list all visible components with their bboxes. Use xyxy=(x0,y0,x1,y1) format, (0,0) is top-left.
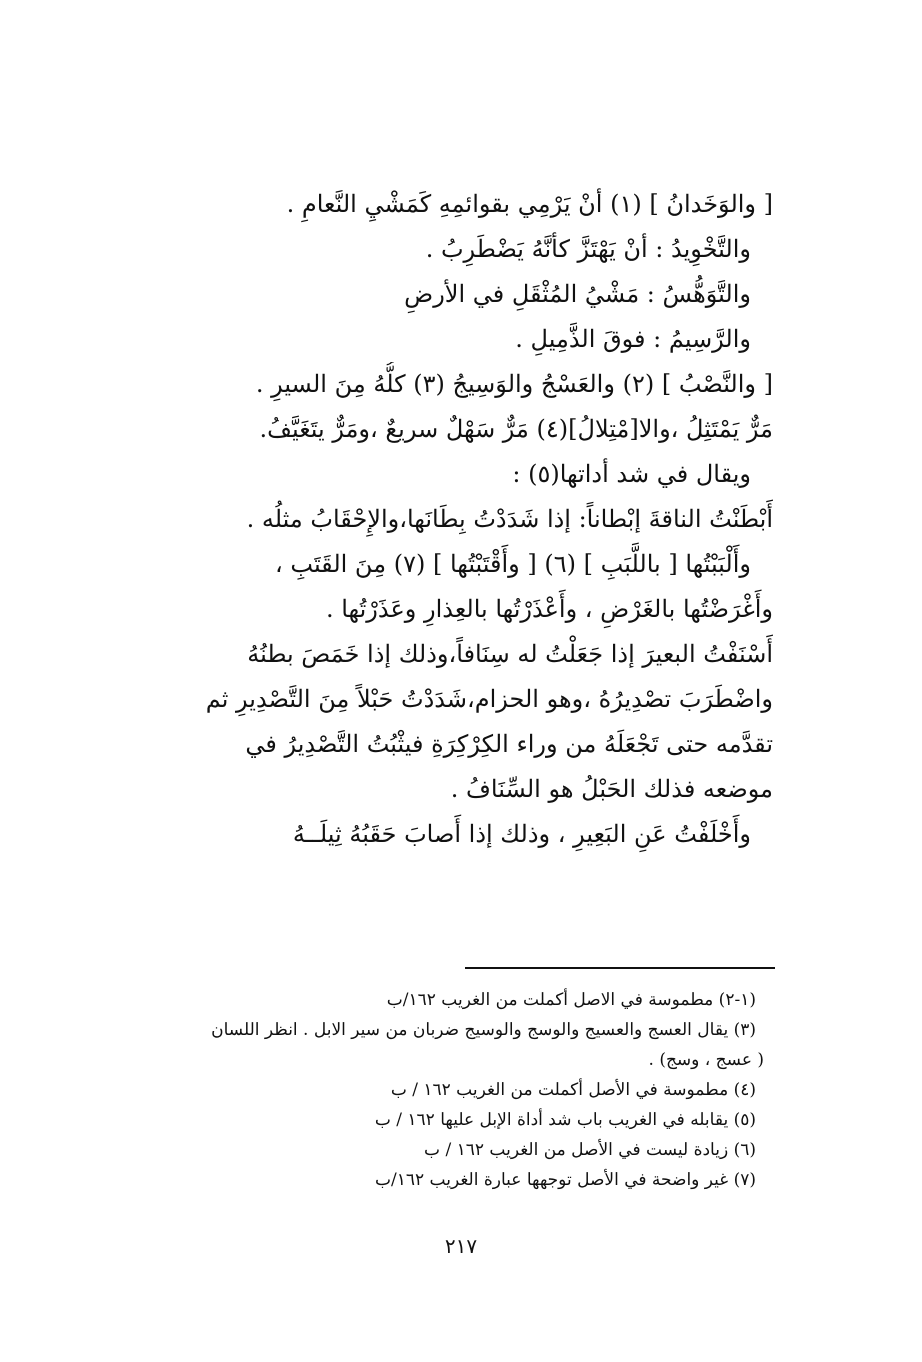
footnote-5: (٥) يقابله في الغريب باب شد أداة الإبل عليها ١٦٢ / ب xyxy=(374,1110,756,1130)
text-line-9: وأَلْبَبْتُها [ باللَّبَبِ ] (٦) [ وأَقْتَبْتُها ] (٧) مِنَ القَتَبِ ، xyxy=(275,550,751,578)
footnote-6: (٦) زيادة ليست في الأصل من الغريب ١٦٢ / ب xyxy=(424,1140,756,1160)
text-line-4: والرَّسِيمُ : فوقَ الذَّمِيلِ . xyxy=(515,325,751,353)
text-line-3: والتَّوَهُّسُ : مَشْيُ المُثْقَلِ في الأرضِ xyxy=(404,280,751,308)
footnote-3: (٣) يقال العسج والعسيج والوسج والوسيج ضربان من سير الابل . انظر اللسان xyxy=(211,1020,756,1040)
text-line-2: والتَّخْوِيدُ : أنْ يَهْتَزَّ كأنَّهُ يَضْطَرِبُ . xyxy=(425,235,751,263)
footnote-divider xyxy=(465,967,775,969)
footnote-7: (٧) غير واضحة في الأصل توجهها عبارة الغريب ١٦٢/ب xyxy=(374,1170,756,1190)
footnote-3-continuation: ( عسج ، وسج) . xyxy=(648,1050,764,1070)
text-line-14: موضعه فذلك الحَبْلُ هو السِّنَافُ . xyxy=(450,775,773,803)
main-text xyxy=(155,182,773,857)
footnote-4: (٤) مطموسة في الأصل أكملت من الغريب ١٦٢ / ب xyxy=(390,1080,756,1100)
text-line-13: تقدَّمه حتى تَجْعَلَهُ من وراء الكِرْكِرَةِ فيثْبُتُ التَّصْدِيرُ في xyxy=(245,730,773,758)
page-number: ٢١٧ xyxy=(444,1234,478,1258)
text-line-10: وأَغْرَضْتُها بالغَرْضِ ، وأَعْذَرْتُها بالعِذارِ وعَذَرْتُها . xyxy=(325,595,773,623)
text-line-12: واضْطَرَبَ تصْدِيرُهُ ،وهو الحزام،شَدَدْتُ حَبْلاً مِنَ التَّصْدِيرِ ثم xyxy=(205,685,773,713)
footnote-1-2: (١-٢) مطموسة في الاصل أكملت من الغريب ١٦٢/ب xyxy=(386,990,756,1010)
text-line-15: وأَخْلَفْتُ عَنِ البَعِيرِ ، وذلك إذا أَصابَ حَقَبُهُ ثِيلَــهُ xyxy=(292,820,751,848)
text-line-7: ويقال في شد أداتها(٥) : xyxy=(512,460,751,488)
text-line-8: أَبْطَنْتُ الناقةَ إبْطاناً: إذا شَدَدْتُ بِطَانَها،والإِحْقَابُ مثلُه . xyxy=(246,505,773,533)
text-line-11: أَسْنَفْتُ البعيرَ إذا جَعَلْتُ له سِنَافاً،وذلك إذا خَمَصَ بطنُهُ xyxy=(247,640,773,668)
text-line-6: مَرٌّ يَمْتَثِلُ ،والا[مْتِلالُ](٤) مَرٌّ سَهْلٌ سريعٌ ،ومَرٌّ يتَغَيَّفُ. xyxy=(259,415,773,443)
footnotes xyxy=(150,985,772,1195)
text-line-1: [ والوَخَدانُ ] (١) أنْ يَرْمِي بقوائمِهِ كَمَشْيِ النَّعامِ . xyxy=(286,190,773,218)
text-line-5: [ والنَّصْبُ ] (٢) والعَسْجُ والوَسِيجُ (٣) كلُّهُ مِنَ السيرِ . xyxy=(255,370,773,398)
